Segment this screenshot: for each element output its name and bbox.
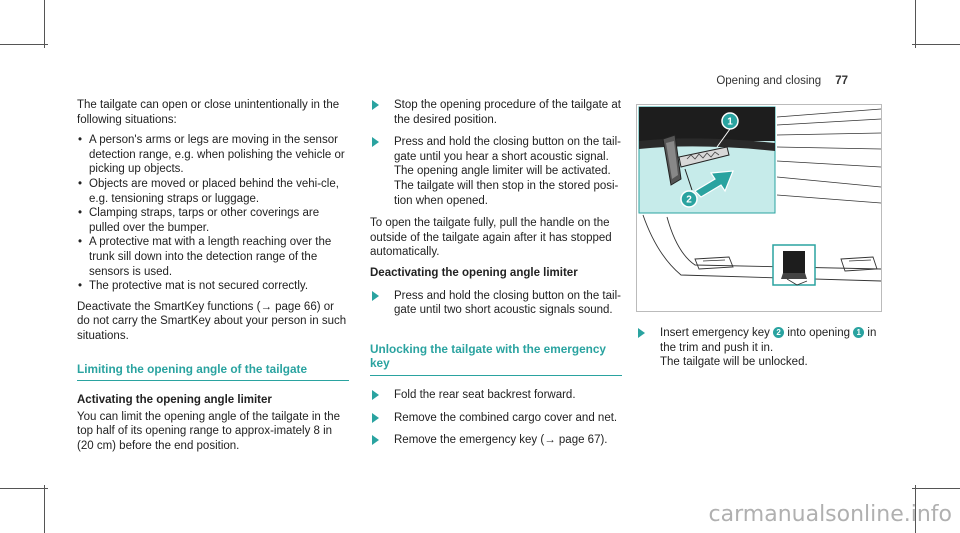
step-arrow-icon [372,390,379,400]
badge-1: 1 [853,327,864,338]
unlock-result: The tailgate will be unlocked. [660,356,808,369]
situation-list [77,133,349,294]
step-arrow-icon [372,137,379,147]
crop-mark [0,488,48,489]
step-arrow-icon [372,291,379,301]
list-item: • A person's arms or legs are moving in the sensor detection range, e.g. when polishing the vehicle or picking up objects. [77,133,349,177]
open-fully-text: To open the tailgate fully, pull the handle on the outside of the tailgate again after it has stopped automatically. [370,217,612,259]
insert-text-c: in the trim and push it in. [660,327,877,354]
list-item: • The protective mat is not secured correctly. [77,279,349,294]
crop-mark [915,0,916,48]
step-arrow-icon [372,413,379,423]
crop-mark [912,44,960,45]
subheading-deactivating: Deactivating the opening angle limiter [370,266,578,279]
column-1 [77,98,349,459]
section-title-emergency-key: Unlocking the tailgate with the emergency key [370,342,622,376]
intro-text: The tailgate can open or close unintentionally in the following situations: [77,99,340,126]
column-2 [370,98,622,456]
tailgate-trim-drawing [637,105,881,311]
crop-mark [0,44,48,45]
list-item: • A protective mat with a length reaching over the trunk sill down into the detection range of the sensors is used. [77,235,349,279]
step-arrow-icon [638,328,645,338]
subheading-activating: Activating the opening angle limiter [77,394,272,407]
activating-text: You can limit the opening angle of the tailgate in the top half of its opening range to approx-imately 8 in (20 cm) before the end position. [77,410,340,452]
section-title-limiting: Limiting the opening angle of the tailgate [77,362,349,382]
crop-mark [912,488,960,489]
insert-text-b: into opening [787,327,851,339]
watermark: carmanualsonline.info [708,502,952,527]
header-title: Opening and closing [716,75,822,87]
callout-1: 1 [727,116,733,128]
list-item: • Objects are moved or placed behind the vehi-cle, e.g. tensioning straps or luggage. [77,177,349,206]
running-header [716,75,848,87]
tailgate-illustration [636,104,882,312]
step: Press and hold the closing button on the tail-gate until you hear a short acoustic signal. The opening angle limiter will be activated. The tailgate will then stop in the stored posi-tion when opened. [370,135,622,208]
badge-2: 2 [773,327,784,338]
crop-mark [44,0,45,48]
step: Fold the rear seat backrest forward. [370,388,622,403]
step: Stop the opening procedure of the tailgate at the desired position. [370,98,622,127]
deactivate-text: Deactivate the SmartKey functions (→ page 66) or do not carry the SmartKey about your person in such situations. [77,300,347,342]
page-number: 77 [835,75,848,87]
step-arrow-icon [372,100,379,110]
step-arrow-icon [372,435,379,445]
insert-text-a: Insert emergency key [660,327,770,339]
step: Press and hold the closing button on the tail-gate until two short acoustic signals sound. [370,289,622,318]
step: Remove the combined cargo cover and net. [370,411,622,426]
list-item: • Clamping straps, tarps or other coverings are pulled over the bumper. [77,206,349,235]
crop-mark [44,485,45,533]
column-3 [636,326,882,378]
step [636,326,882,370]
step: Remove the emergency key (→ page 67). [370,433,622,448]
callout-2: 2 [686,194,692,206]
